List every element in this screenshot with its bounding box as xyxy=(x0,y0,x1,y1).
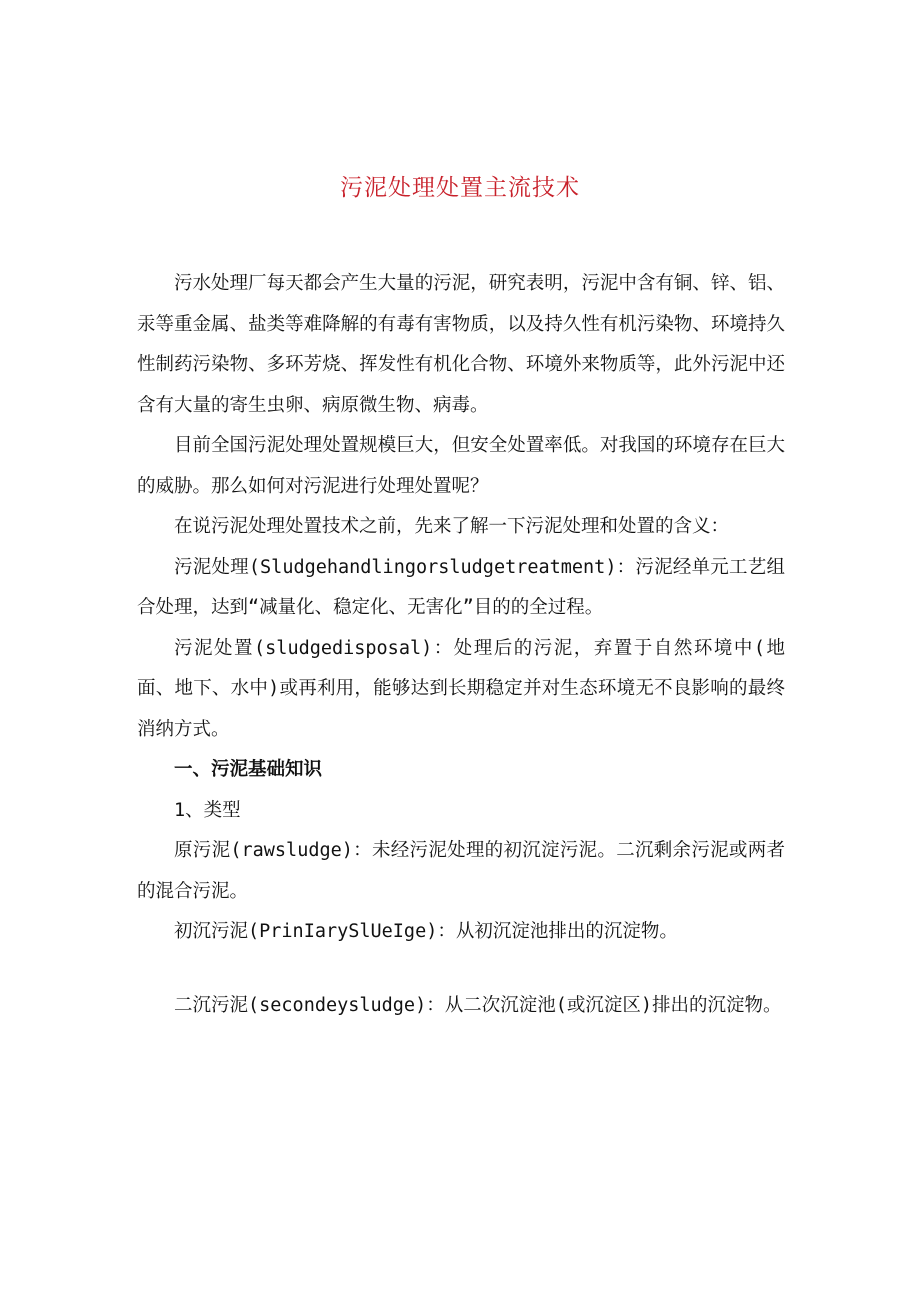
paragraph-intro: 污水处理厂每天都会产生大量的污泥，研究表明，污泥中含有铜、锌、铝、汞等重金属、盐类等难降解的有毒有害物质，以及持久性有机污染物、环境持久性制药污染物、多环芳烧、挥发性有机化合物、环境外来物质等，此外污泥中还含有大量的寄生虫卵、病原微生物、病毒。 xyxy=(137,273,785,416)
subsection-heading: 1、类型 xyxy=(174,799,241,821)
paragraph-sludge-disposal: 污泥处置(sludgedisposal)：处理后的污泥，弃置于自然环境中(地面、地下、水中)或再利用，能够达到长期稳定并对生态环境无不良影响的最终消纳方式。 xyxy=(137,637,785,740)
paragraph-raw-sludge: 原污泥(rawsludge)：未经污泥处理的初沉淀污泥。二沉剩余污泥或两者的混合污泥。 xyxy=(137,840,785,902)
paragraph-sludge-treatment: 污泥处理(Sludgehandlingorsludgetreatment)：污泥经单元工艺组合处理，达到“减量化、稳定化、无害化”目的的全过程。 xyxy=(137,556,785,618)
paragraph-status: 目前全国污泥处理处置规模巨大，但安全处置率低。对我国的环境存在巨大的威胁。那么如何对污泥进行处理处置呢？ xyxy=(137,435,785,497)
paragraph-secondary-sludge: 二沉污泥(secondeysludge)：从二次沉淀池(或沉淀区)排出的沉淀物。 xyxy=(174,994,782,1016)
document-title: 污泥处理处置主流技术 xyxy=(340,175,580,201)
paragraph-primary-sludge: 初沉污泥(PrinIarySlUeIge)：从初沉淀池排出的沉淀物。 xyxy=(174,921,678,942)
document-body xyxy=(137,264,785,1026)
paragraph-definition-lead: 在说污泥处理处置技术之前，先来了解一下污泥处理和处置的含义： xyxy=(174,516,730,537)
section-heading: 一、污泥基础知识 xyxy=(174,759,323,780)
